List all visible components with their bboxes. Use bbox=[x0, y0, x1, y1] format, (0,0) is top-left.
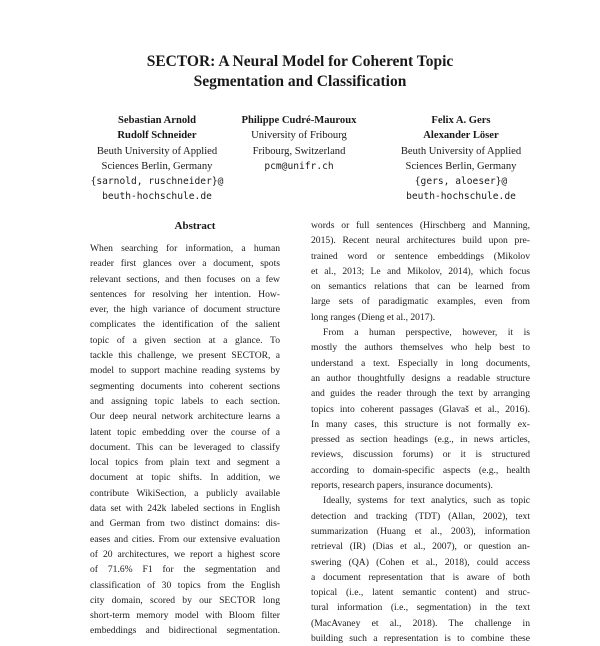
abstract-line: city domain, scored by our SECTOR long bbox=[90, 594, 280, 606]
abstract-line: document. This can be leveraged to classify bbox=[90, 441, 280, 453]
body-line: swering (QA) (Cohen et al., 2018), could access bbox=[311, 556, 530, 568]
abstract-line: document at topic shifts. In addition, we bbox=[90, 472, 280, 484]
body-line: (MacAvaney et al., 2018). The challenge in bbox=[311, 617, 530, 629]
author-affiliation: Beuth University of Applied bbox=[400, 145, 522, 157]
abstract-heading: Abstract bbox=[174, 220, 216, 232]
abstract-line: of 71.6% F1 for the segmentation and bbox=[90, 564, 280, 576]
abstract-line: relevant sections, and then focuses on a few bbox=[90, 273, 280, 285]
body-line: topics into coherent passages (Glavaš et al., 2016). bbox=[311, 403, 530, 415]
body-line: tural information (i.e., segmentation) in the text bbox=[311, 602, 530, 614]
abstract-line: topic of a given section at a glance. To bbox=[90, 334, 280, 346]
author-name: Rudolf Schneider bbox=[117, 130, 197, 142]
body-line: words or full sentences (Hirschberg and Manning, bbox=[311, 220, 530, 231]
author-affiliation: Fribourg, Switzerland bbox=[252, 145, 346, 157]
abstract-line: eases and cities. From our extensive evaluation bbox=[90, 533, 280, 545]
body-line: reports, research papers, insurance documents). bbox=[311, 480, 493, 492]
body-line: understand a text. Especially in long documents, bbox=[311, 357, 530, 369]
author-block-3 bbox=[372, 113, 550, 205]
body-line: trained word or sentence embeddings (Mikolov bbox=[311, 250, 530, 262]
body-line: building such a representation is to combine these bbox=[311, 633, 530, 645]
body-column bbox=[311, 218, 530, 646]
author-name: Felix A. Gers bbox=[431, 115, 491, 126]
body-line: on semantics relations that can be learned from bbox=[311, 281, 530, 293]
author-name: Alexander Löser bbox=[423, 130, 499, 142]
author-email: pcm@unifr.ch bbox=[264, 160, 334, 172]
abstract-line: embeddings and bidirectional segmentation. bbox=[90, 625, 280, 637]
body-line: summarization (Huang et al., 2003), information bbox=[311, 525, 530, 537]
abstract-line: data set with 242k labeled sections in English bbox=[90, 503, 280, 515]
abstract-line: tackle this challenge, we present SECTOR, a bbox=[90, 350, 280, 362]
author-name: Philippe Cudré-Mauroux bbox=[241, 115, 357, 126]
author-email: beuth-hochschule.de bbox=[406, 191, 516, 203]
body-line: mostly the authors themselves who help best to bbox=[311, 342, 530, 354]
author-email: {sarnold, ruschneider}@ bbox=[90, 176, 224, 188]
body-line: pressed as section headings (e.g., in news articles, bbox=[311, 434, 530, 446]
title-line-1: SECTOR: A Neural Model for Coherent Topic bbox=[146, 53, 454, 70]
abstract-line: and German from two distinct domains: dis- bbox=[90, 518, 280, 530]
body-line: a document representation that is aware of both bbox=[311, 571, 530, 583]
abstract-column bbox=[90, 241, 280, 639]
body-line: topical (i.e., latent semantic content) and struc- bbox=[311, 587, 530, 599]
abstract-line: classification of 30 topics from the English bbox=[90, 579, 280, 591]
body-line: retrieval (IR) (Dias et al., 2007), or question an- bbox=[311, 541, 530, 553]
body-line: long ranges (Dieng et al., 2017). bbox=[311, 311, 436, 323]
body-line: and guides the reader through the text by arranging bbox=[311, 388, 530, 400]
abstract-line: model to support machine reading systems by bbox=[90, 365, 280, 377]
author-affiliation: Sciences Berlin, Germany bbox=[405, 160, 517, 172]
abstract-line: local topics from plain text and segment a bbox=[90, 457, 280, 469]
abstract-line: reader first glances over a document, spots bbox=[90, 258, 280, 270]
body-line: 2015). Recent neural architectures build upon pre- bbox=[311, 235, 530, 247]
abstract-line: of 20 architectures, we report a highest score bbox=[90, 548, 280, 560]
abstract-line: ever, the high variance of document structure bbox=[90, 304, 280, 316]
author-email: {gers, aloeser}@ bbox=[414, 176, 508, 188]
abstract-line: When searching for information, a human bbox=[90, 243, 280, 254]
paper-title bbox=[0, 52, 600, 92]
abstract-line: segmenting documents into coherent sections bbox=[90, 380, 280, 392]
abstract-line: complicates the identification of the salient bbox=[90, 319, 280, 331]
abstract-line: sentences for resolving her intention. How- bbox=[90, 288, 280, 300]
author-affiliation: Beuth University of Applied bbox=[96, 145, 218, 157]
author-email: beuth-hochschule.de bbox=[102, 191, 212, 203]
body-line: an author thoughtfully designs a readable structure bbox=[311, 372, 530, 384]
abstract-line: and assigning topic labels to each section. bbox=[90, 395, 280, 407]
body-line: et al., 2013; Le and Mikolov, 2014), which focus bbox=[311, 265, 530, 277]
body-line: large sets of paradigmatic examples, even from bbox=[311, 296, 530, 308]
abstract-line: short-term memory model with Bloom filter bbox=[90, 610, 280, 622]
body-line: detection and tracking (TDT) (Allan, 2002), text bbox=[311, 510, 530, 522]
body-line: Ideally, systems for text analytics, such as topic bbox=[323, 495, 530, 507]
abstract-line: Our deep neural network architecture learns a bbox=[90, 411, 280, 423]
author-name: Sebastian Arnold bbox=[117, 115, 196, 126]
abstract-line: contribute WikiSection, a publicly available bbox=[90, 487, 280, 499]
body-line: In many cases, this structure is not formally ex- bbox=[311, 418, 530, 430]
author-block-1 bbox=[72, 113, 242, 205]
author-block-2 bbox=[218, 113, 380, 174]
body-line: according to domain-specific aspects (e.g., health bbox=[311, 464, 530, 476]
author-affiliation: Sciences Berlin, Germany bbox=[101, 160, 213, 172]
author-affiliation: University of Fribourg bbox=[251, 130, 347, 142]
body-line: reviews, discussion forums) or it is structured bbox=[311, 449, 530, 461]
body-line: From a human perspective, however, it is bbox=[323, 327, 530, 339]
title-line-2: Segmentation and Classification bbox=[193, 73, 407, 90]
abstract-line: latent topic embedding over the course of a bbox=[90, 426, 280, 438]
